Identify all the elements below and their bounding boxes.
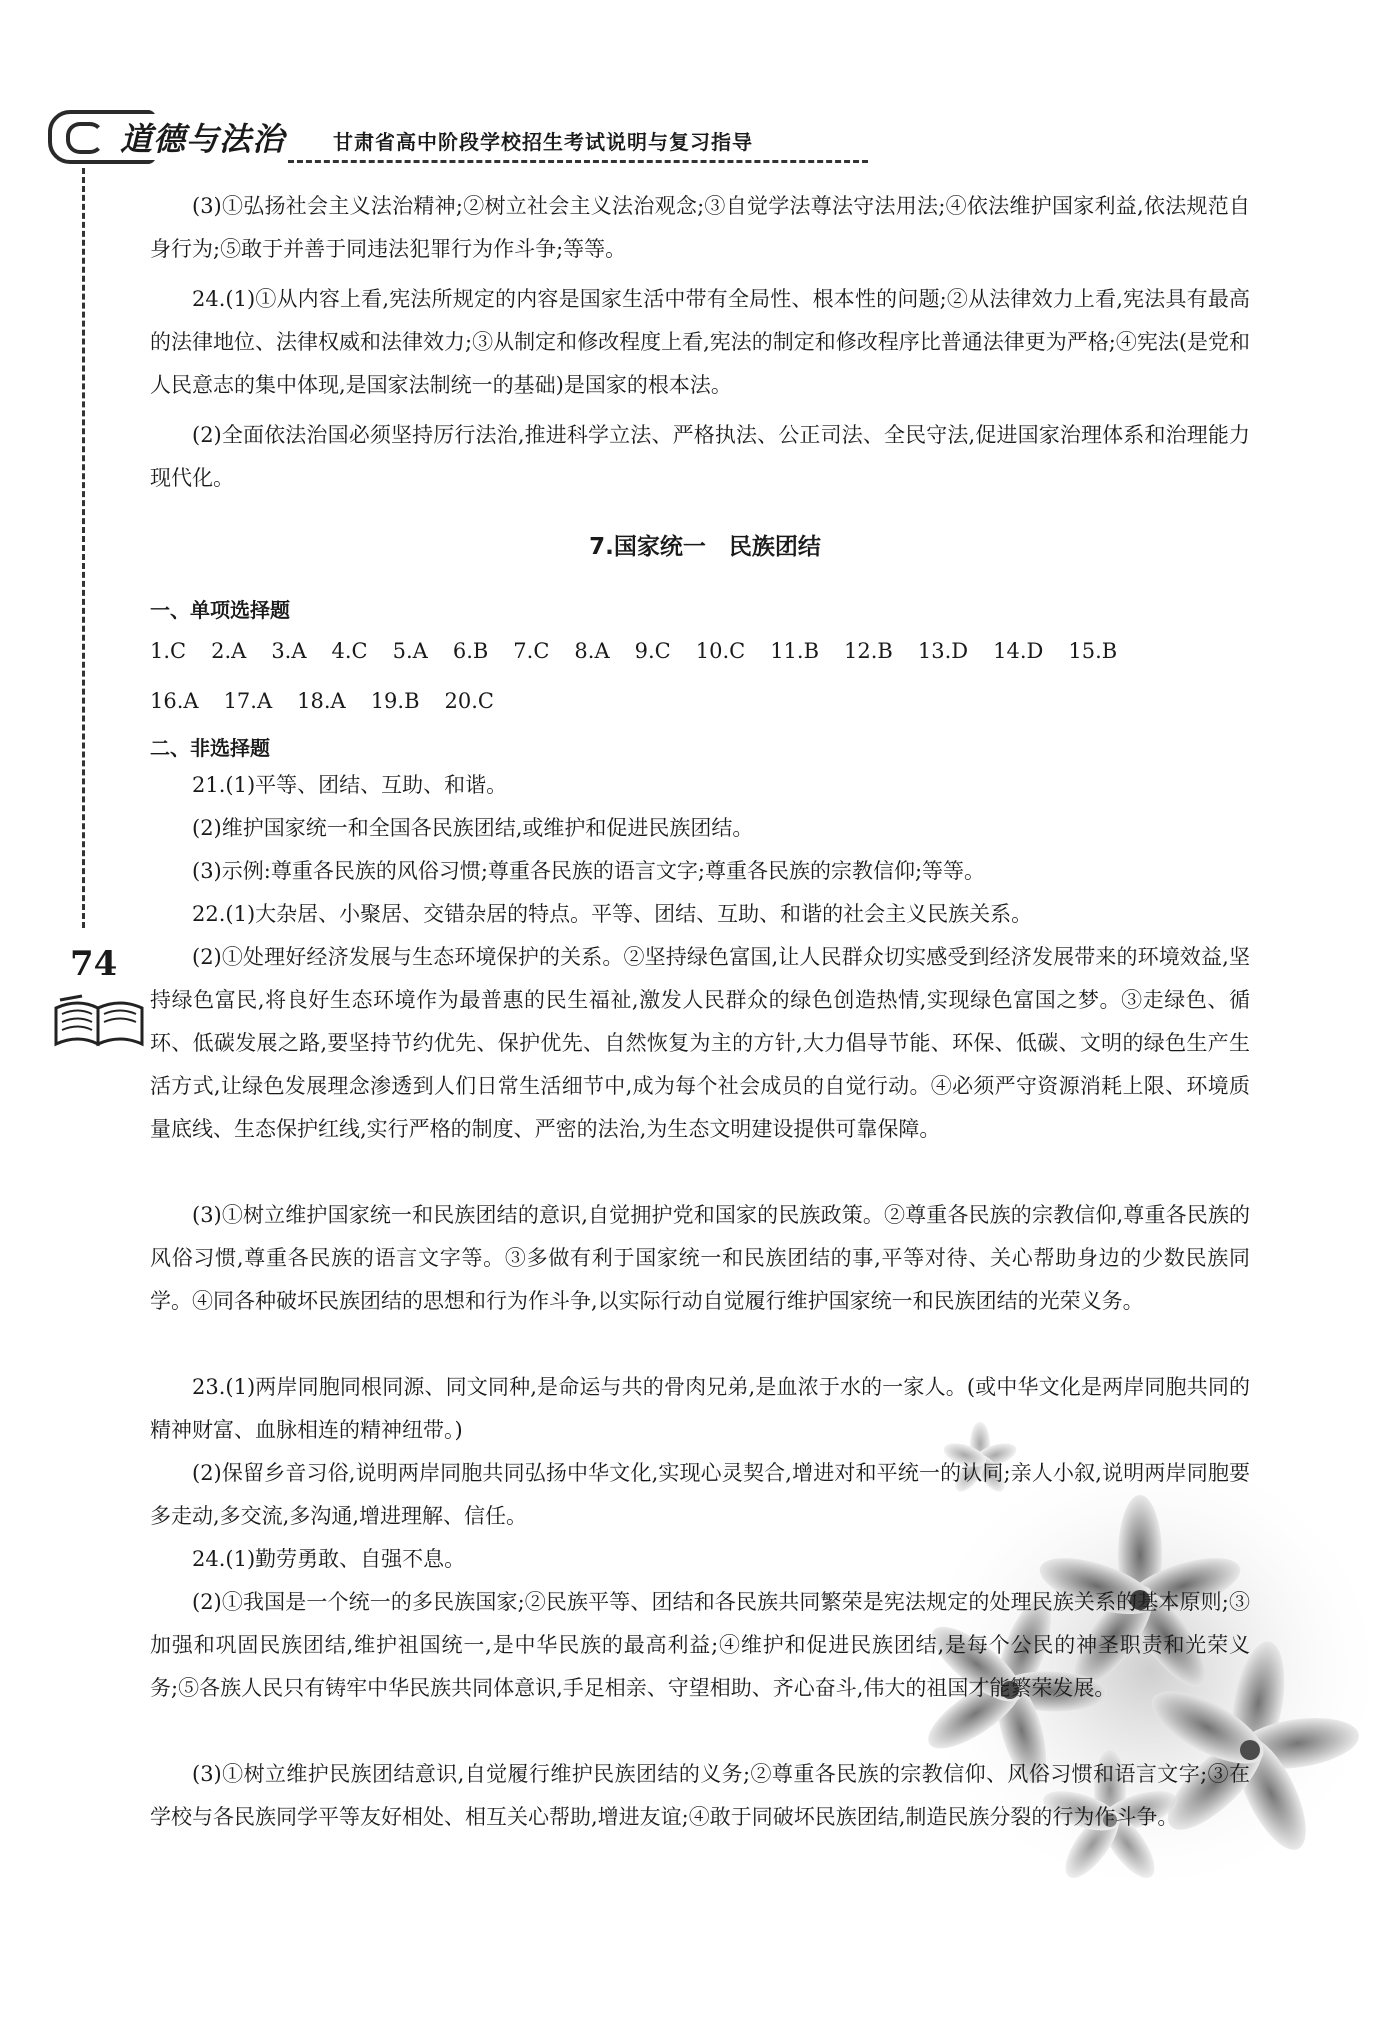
paragraph: (2)保留乡音习俗,说明两岸同胞共同弘扬中华文化,实现心灵契合,增进对和平统一的认同;亲人小叙,说明两岸同胞要多走动,多交流,多沟通,增进理解、信任。 (150, 1461, 1250, 1528)
answer-item: 11.B (770, 639, 820, 663)
paragraph: (2)全面依法治国必须坚持厉行法治,推进科学立法、严格执法、公正司法、全民守法,促进国家治理体系和治理能力现代化。 (150, 423, 1250, 490)
paragraph: (3)①树立维护民族团结意识,自觉履行维护民族团结的义务;②尊重各民族的宗教信仰、风俗习惯和语言文字;③在学校与各民族同学平等友好相处、相互关心帮助,增进友谊;④敢于同破坏民族团结,制造民族分裂的行为作斗争。 (150, 1762, 1250, 1829)
answer-item: 19.B (370, 689, 420, 713)
page-number: 74 (70, 944, 118, 984)
answer-item: 18.A (297, 689, 346, 713)
answer-item: 5.A (392, 639, 428, 663)
answer-item: 15.B (1068, 639, 1118, 663)
answer-item: 13.D (917, 639, 969, 663)
subject-title: 道德与法治 (114, 114, 291, 160)
paragraph: 24.(1)①从内容上看,宪法所规定的内容是国家生活中带有全局性、根本性的问题;②从法律效力上看,宪法具有最高的法律地位、法律权威和法律效力;③从制定和修改程度上看,宪法的制定和修改程序比普通法律更为严格;④宪法(是党和人民意志的集中体现,是国家法制统一的基础)是国家的根本法。 (150, 287, 1251, 397)
paragraph: (3)示例:尊重各民族的风俗习惯;尊重各民族的语言文字;尊重各民族的宗教信仰;等等。 (192, 859, 986, 883)
nonchoice-heading: 二、非选择题 (150, 736, 270, 760)
answer-item: 3.A (271, 639, 307, 663)
page-header (48, 100, 848, 170)
answer-item: 9.C (634, 639, 671, 663)
answer-item: 20.C (444, 689, 494, 713)
paragraph: 24.(1)勤劳勇敢、自强不息。 (192, 1547, 466, 1571)
answer-item: 1.C (150, 639, 187, 663)
paragraph: (3)①树立维护国家统一和民族团结的意识,自觉拥护党和国家的民族政策。②尊重各民族的宗教信仰,尊重各民族的风俗习惯,尊重各民族的语言文字等。③多做有利于国家统一和民族团结的事,平等对待、关心帮助身边的少数民族同学。④同各种破坏民族团结的思想和行为作斗争,以实际行动自觉履行维护国家统一和民族团结的光荣义务。 (150, 1203, 1250, 1313)
paragraph: (2)维护国家统一和全国各民族团结,或维护和促进民族团结。 (192, 816, 754, 840)
answer-item: 2.A (211, 639, 247, 663)
paragraph: 22.(1)大杂居、小聚居、交错杂居的特点。平等、团结、互助、和谐的社会主义民族关系。 (192, 902, 1033, 926)
answer-item: 17.A (223, 689, 273, 713)
paragraph: (2)①处理好经济发展与生态环境保护的关系。②坚持绿色富国,让人民群众切实感受到经济发展带来的环境效益,坚持绿色富民,将良好生态环境作为最普惠的民生福祉,激发人民群众的绿色创造热情,实现绿色富国之梦。③走绿色、循环、低碳发展之路,要坚持节约优先、保护优先、自然恢复为主的方针,大力倡导节能、环保、低碳、文明的绿色生产生活方式,让绿色发展理念渗透到人们日常生活细节中,成为每个社会成员的自觉行动。④必须严守资源消耗上限、环境质量底线、生态保护红线,实行严格的制度、严密的法治,为生态文明建设提供可靠保障。 (150, 945, 1250, 1141)
section-title: 7.国家统一 民族团结 (589, 534, 821, 560)
answer-item: 10.C (695, 639, 746, 663)
answer-item: 14.D (993, 639, 1044, 663)
answer-item: 6.B (452, 639, 489, 663)
answer-item: 8.A (574, 639, 610, 663)
paragraph: (3)①弘扬社会主义法治精神;②树立社会主义法治观念;③自觉学法尊法守法用法;④依法维护国家利益,依法规范自身行为;⑤敢于并善于同违法犯罪行为作斗争;等等。 (150, 194, 1250, 261)
paragraph: (2)①我国是一个统一的多民族国家;②民族平等、团结和各民族共同繁荣是宪法规定的处理民族关系的基本原则;③加强和巩固民族团结,维护祖国统一,是中华民族的最高利益;④维护和促进民族团结,是每个公民的神圣职责和光荣义务;⑤各族人民只有铸牢中华民族共同体意识,手足相亲、守望相助、齐心奋斗,伟大的祖国才能繁荣发展。 (150, 1590, 1250, 1700)
open-book-icon (52, 994, 148, 1048)
answer-item: 7.C (513, 639, 550, 663)
paragraph: 21.(1)平等、团结、互助、和谐。 (192, 773, 508, 797)
margin-divider (82, 168, 85, 928)
book-title: 甘肃省高中阶段学校招生考试说明与复习指导 (333, 130, 753, 154)
answer-item: 12.B (844, 639, 893, 663)
answer-item: 16.A (150, 689, 199, 713)
header-divider (288, 160, 868, 163)
choice-heading: 一、单项选择题 (150, 598, 290, 622)
answer-item: 4.C (331, 639, 368, 663)
choice-answers (150, 626, 1260, 726)
paragraph: 23.(1)两岸同胞同根同源、同文同种,是命运与共的骨肉兄弟,是血浓于水的一家人。(或中华文化是两岸同胞共同的精神财富、血脉相连的精神纽带。) (150, 1375, 1250, 1442)
